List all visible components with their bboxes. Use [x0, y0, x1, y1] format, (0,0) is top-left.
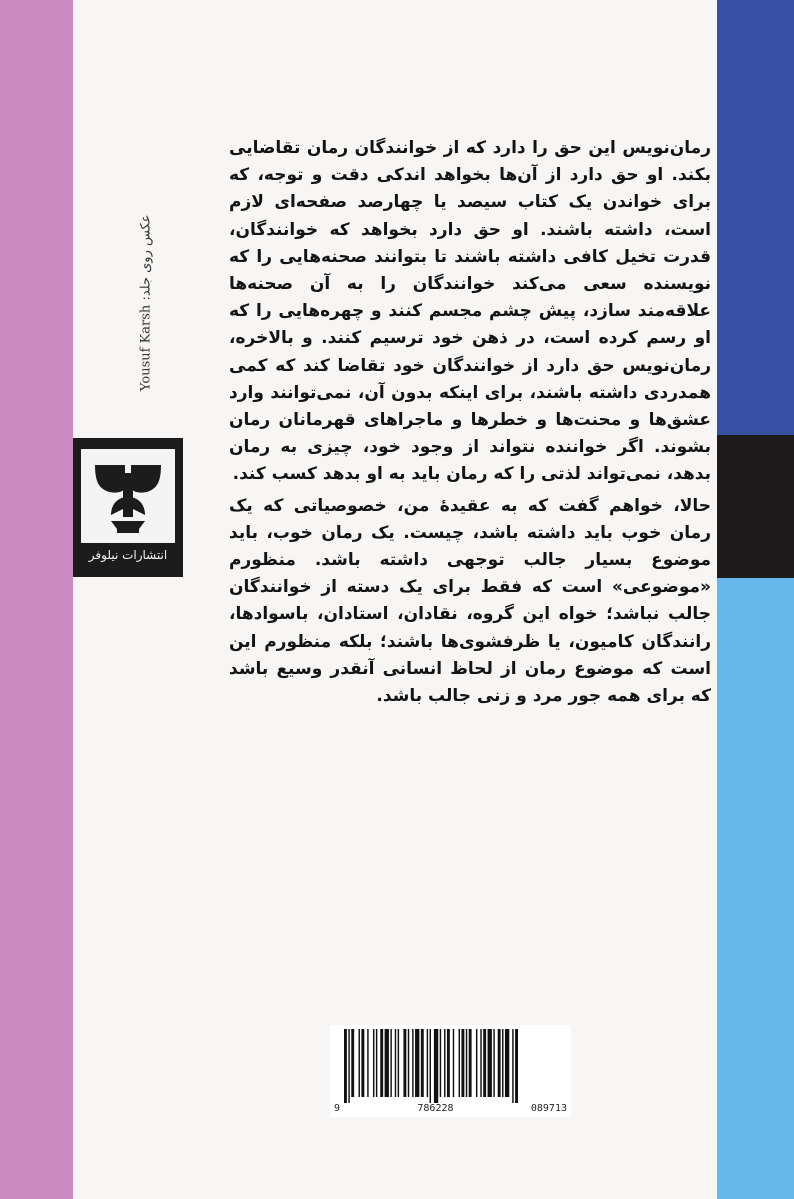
barcode-bar [359, 1029, 360, 1097]
barcode-bar [351, 1029, 354, 1097]
barcode-bar [493, 1029, 494, 1097]
barcode-bar [483, 1029, 486, 1097]
barcode-bar [421, 1029, 424, 1097]
barcode-bar [515, 1029, 518, 1103]
barcode-bar [344, 1029, 347, 1103]
barcode-bar [502, 1029, 503, 1097]
right-strip-blue [717, 0, 794, 435]
barcode-bar [466, 1029, 467, 1097]
barcode-bar [440, 1029, 441, 1097]
back-cover-text [229, 135, 711, 710]
barcode-bar [434, 1029, 438, 1103]
right-strip-black [717, 435, 794, 578]
paragraph-1: رمان‌نویس این حق را دارد که از خوانندگان رمان تقاضایی بکند. او حق دارد از آن‌ها بخواهد اندکی دقت و توجه، که برای خواندن یک کتاب سیصد یا چهارصد صفحه‌ای لازم است، داشته باشند. او حق دارد بخواهد که خوانندگان، قدرت تخیل کافی داشته باشند تا بتوانند صحنه‌هایی را که نویسنده سعی می‌کند خوانندگان را به آن صحنه‌ها علاقه‌مند سازد، پیش چشم مجسم کنند و چهره‌هایی را که او رسم کرده است، در ذهن خود ترسیم کنند. و بالاخره، رمان‌نویس حق دارد از خوانندگان خود تقاضا کند که کمی همدردی داشته باشند، برای اینکه بدون آن، نمی‌توانند وارد عشق‌ها و محنت‌ها و خطرها و ماجراهای قهرمانان رمان بشوند. اگر خواننده نتواند از وجود خود، چیزی به رمان بدهد، نمی‌تواند لذتی را که رمان باید به او بدهد کسب کند. [229, 138, 711, 485]
barcode-bar [512, 1029, 513, 1103]
barcode-bar [373, 1029, 374, 1097]
barcode-bar [461, 1029, 464, 1097]
barcode-bar [498, 1029, 501, 1097]
barcode-bar [408, 1029, 409, 1097]
publisher-name: انتشارات نیلوفر [88, 548, 168, 562]
barcode-bar [488, 1029, 492, 1097]
cover-photo-credit: عکس روی جلد: Yousuf Karsh [138, 214, 154, 392]
barcode-bar [348, 1029, 349, 1103]
publisher-block [73, 438, 183, 577]
right-strip-light-blue [717, 578, 794, 1199]
barcode-number [330, 1103, 571, 1114]
barcode-bar [415, 1029, 419, 1097]
barcode-bar [447, 1029, 450, 1097]
barcode-bar [505, 1029, 509, 1097]
barcode-bar [385, 1029, 389, 1097]
paragraph-2: حالا، خواهم گفت که به عقیدهٔ من، خصوصیاتی که یک رمان خوب باید داشته باشد، چیست. یک رمان خوب، باید موضوع بسیار جالب توجهی داشته باشد. منظورم «موضوعی» است که فقط برای یک دسته از خوانندگان جالب نباشد؛ خواه این گروه، نقادان، استادان، باسوادها، رانندگان کامیون، یا ظرفشوی‌ها باشند؛ بلکه منظورم این است که موضوع رمان از لحاظ انسانی آنقدر وسیع باشد که برای همه جور مرد و زنی جالب باشد. [229, 495, 711, 707]
barcode-bar [469, 1029, 472, 1097]
isbn-barcode [330, 1025, 571, 1117]
barcode-bar [380, 1029, 383, 1097]
barcode-bar [376, 1029, 377, 1097]
barcode-bar [367, 1029, 368, 1097]
barcode-bar [412, 1029, 413, 1097]
barcode-bar [390, 1029, 391, 1097]
barcode-bar [430, 1029, 431, 1103]
left-color-strip [0, 0, 73, 1199]
barcode-bar [480, 1029, 481, 1097]
barcode-bars [330, 1025, 571, 1103]
barcode-bar [403, 1029, 406, 1097]
barcode-digits-last: 089713 [530, 1103, 567, 1114]
barcode-digit-first: 9 [334, 1103, 341, 1114]
barcode-digits-mid: 786228 [417, 1103, 454, 1114]
barcode-bar [398, 1029, 399, 1097]
niloufar-logo-icon [81, 449, 175, 543]
barcode-bar [427, 1029, 428, 1097]
barcode-bar [476, 1029, 477, 1097]
barcode-bar [361, 1029, 364, 1097]
barcode-bar [453, 1029, 454, 1097]
barcode-bar [444, 1029, 445, 1097]
barcode-bar [395, 1029, 396, 1097]
barcode-bar [459, 1029, 460, 1097]
